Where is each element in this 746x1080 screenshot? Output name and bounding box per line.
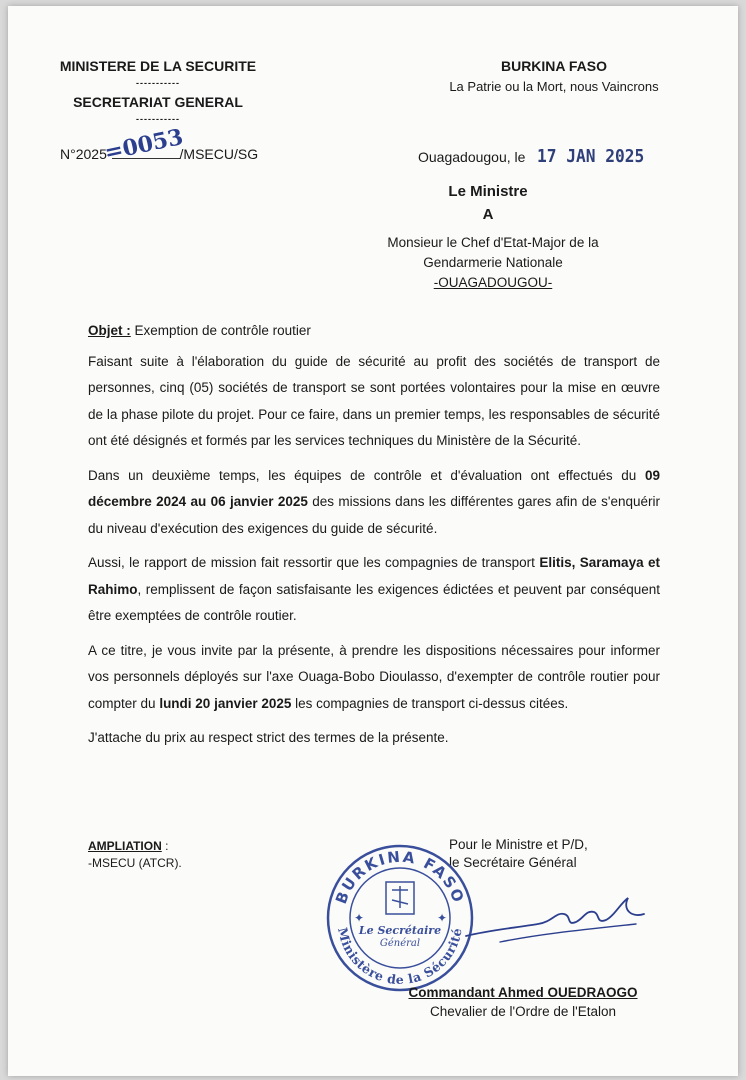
reference-prefix: N°2025- (60, 146, 112, 162)
paragraph-5: J'attache du prix au respect strict des termes de la présente. (88, 730, 449, 745)
paragraph-text: , remplissent de façon satisfaisante les exigences édictées et peuvent par conséquent être exemptées de contrôle routier. (88, 581, 660, 623)
secretariat-name: SECRETARIAT GENERAL (73, 94, 243, 110)
to-word: A (482, 206, 494, 223)
recipient-line: Monsieur le Chef d'Etat-Major de la (387, 235, 599, 250)
signatory-name-block (392, 983, 654, 1021)
letter-body (88, 318, 660, 760)
date-place: Ouagadougou, le (418, 149, 526, 165)
ampliation-colon: : (161, 839, 169, 853)
ampliation-item: -MSECU (ATCR). (88, 856, 182, 870)
ampliation-title: AMPLIATION (88, 839, 162, 853)
national-motto: La Patrie ou la Mort, nous Vaincrons (449, 79, 659, 94)
signatory-name: Commandant Ahmed OUEDRAOGO (408, 985, 638, 1000)
svg-text:Le Secrétaire: Le Secrétaire (358, 924, 442, 937)
recipient-line: Gendarmerie Nationale (423, 255, 563, 270)
date-stamp: 17 JAN 2025 (537, 146, 645, 167)
paragraph-4 (88, 638, 660, 718)
country-name: BURKINA FASO (500, 58, 608, 74)
ministry-name: MINISTERE DE LA SECURITE (59, 58, 257, 74)
ministry-header (38, 58, 278, 130)
paragraph-1: Faisant suite à l'élaboration du guide de sécurité au profit des sociétés de transport de personnes, cinq (05) sociétés de transport se sont portées volontaires pour la mise en œuvre de la phase pilote du projet. Pour ce faire, dans un premier temps, les responsables de sécurité ont été désignés et formés par les services techniques du Ministère de la Sécurité. (88, 353, 660, 448)
svg-text:Ministère de la Sécurité: Ministère de la Sécurité (335, 926, 465, 988)
effective-date: lundi 20 janvier 2025 (159, 695, 292, 711)
sender: Le Ministre (448, 183, 528, 200)
paragraph-2 (88, 463, 660, 543)
svg-text:✦: ✦ (354, 911, 365, 925)
ampliation-block (88, 838, 182, 872)
separator: ----------- (136, 114, 180, 124)
signatory-title: Chevalier de l'Ordre de l'Etalon (429, 1004, 616, 1019)
signatory-line: le Secrétaire Général (449, 855, 577, 870)
reference-number (60, 124, 259, 166)
paragraph-text: des missions dans les différentes gares afin de s'enquérir du niveau d'exécution des exigences du guide de sécurité. (88, 494, 660, 536)
company-names: Elitis, Saramaya et Rahimo (88, 555, 660, 597)
subject-line (88, 318, 660, 345)
paragraph-text: Aussi, le rapport de mission fait ressortir que les compagnies de transport (88, 555, 535, 570)
reference-suffix: /MSECU/SG (179, 146, 259, 162)
subject-text: Exemption de contrôle routier (134, 323, 311, 338)
paragraph-3 (88, 550, 660, 630)
paragraph-text: Dans un deuxième temps, les équipes de contrôle et d'évaluation ont effectués du (88, 467, 637, 483)
mission-dates: 09 décembre 2024 au 06 janvier 2025 (88, 467, 660, 509)
document-page (8, 6, 738, 1076)
recipient-block (348, 233, 638, 293)
sender-block (418, 180, 558, 226)
svg-text:BURKINA FASO: BURKINA FASO (331, 847, 469, 907)
paragraph-text: les compagnies de transport ci-dessus citées. (295, 695, 569, 711)
subject-label: Objet : (88, 323, 131, 338)
svg-text:✦: ✦ (437, 911, 448, 925)
date-line (418, 146, 657, 167)
official-seal-stamp (324, 842, 476, 994)
handwritten-signature (460, 884, 650, 954)
signatory-line: Pour le Ministre et P/D, (449, 837, 588, 852)
paragraph-text: A ce titre, je vous invite par la présente, à prendre les dispositions nécessaires pour informer vos personnels déployés sur l'axe Ouaga-Bobo Dioulasso, d'exempter de contrôle routier pour compter du (88, 642, 660, 711)
svg-text:Général: Général (379, 938, 421, 949)
recipient-city: -OUAGADOUGOU- (433, 275, 553, 290)
country-header (404, 58, 704, 94)
separator: ----------- (136, 78, 180, 88)
handwritten-number: =0053 (102, 124, 186, 166)
